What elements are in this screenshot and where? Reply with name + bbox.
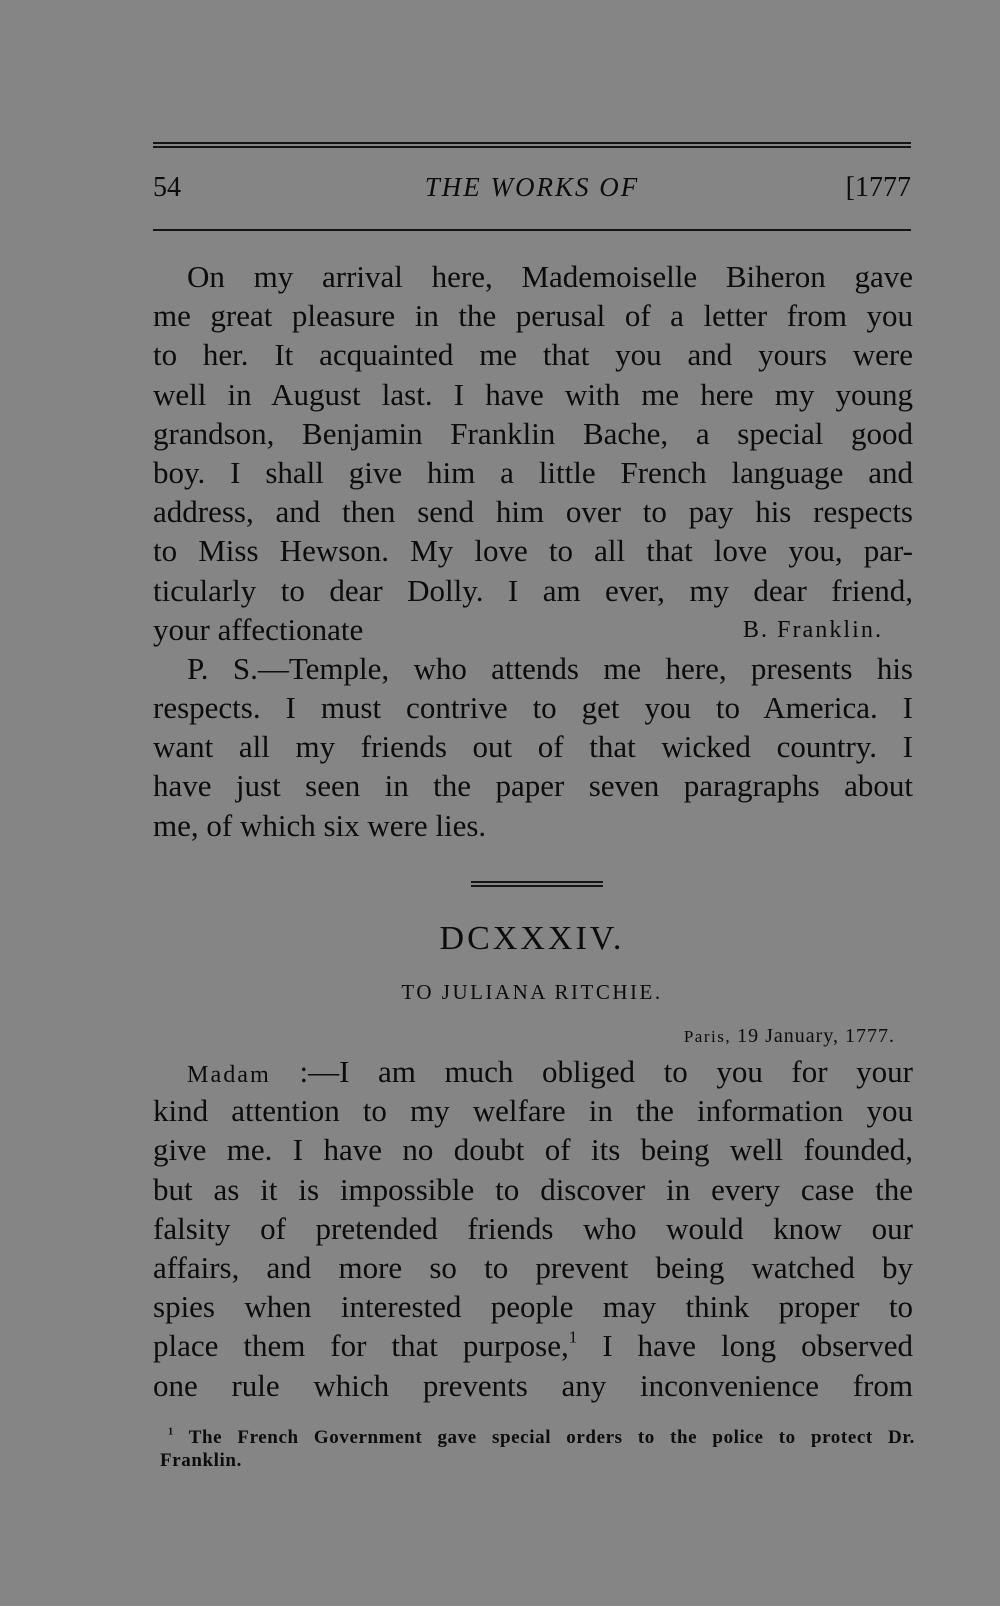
postscript-line: respects. I must contrive to get you to America. I	[153, 690, 913, 726]
postscript-line: P. S.—Temple, who attends me here, presents his	[187, 650, 913, 686]
text-line: to Miss Hewson. My love to all that love you, par-	[153, 533, 913, 569]
footnote-marker: 1	[568, 1327, 578, 1347]
header-year: [1777	[845, 172, 911, 203]
text-line: but as it is impossible to discover in every case the	[153, 1171, 913, 1207]
text-line: affairs, and more so to prevent being watched by	[153, 1249, 913, 1285]
footnote-line: Franklin.	[160, 1450, 242, 1471]
header-rule	[153, 229, 911, 231]
text-line: me great pleasure in the perusal of a letter from you	[153, 298, 913, 334]
letter-recipient: TO JULIANA RITCHIE.	[401, 980, 663, 1004]
text-line: falsity of pretended friends who would know our	[153, 1210, 913, 1246]
text-line	[153, 1052, 913, 1091]
top-double-rule	[153, 142, 911, 148]
closing-text: your affectionate	[153, 611, 364, 647]
text-line: On my arrival here, Mademoiselle Biheron gave	[187, 259, 913, 294]
letter-number: DCXXXIV.	[439, 920, 625, 957]
text-line: to her. It acquainted me that you and yours were	[153, 337, 913, 373]
salutation: Madam	[187, 1061, 271, 1088]
footnote-number: 1	[168, 1426, 174, 1438]
postscript-line: me, of which six were lies.	[153, 807, 487, 843]
footnote-text: The French Government gave special orders to the police to protect Dr.	[173, 1427, 915, 1448]
text-line: give me. I have no doubt of its being well founded,	[153, 1132, 913, 1168]
text-line: kind attention to my welfare in the information you	[153, 1093, 913, 1129]
text-segment: I have long observed	[577, 1328, 913, 1364]
page-header	[153, 172, 911, 212]
section-separator	[471, 881, 603, 887]
signature: B. Franklin.	[742, 615, 883, 643]
footnote	[160, 1426, 915, 1472]
text-line: grandson, Benjamin Franklin Bache, a special good	[153, 415, 913, 451]
letter-dateline	[684, 1025, 895, 1048]
running-title: THE WORKS OF	[424, 172, 640, 202]
postscript-line: have just seen in the paper seven paragraphs about	[153, 768, 913, 804]
text-line: well in August last. I have with me here my young	[153, 376, 913, 412]
first-line-rest: :—I am much obliged to you for your	[299, 1054, 914, 1089]
closing-line	[153, 610, 913, 649]
letter-body	[153, 1052, 913, 1405]
text-line	[153, 1326, 913, 1365]
text-line: ticularly to dear Dolly. I am ever, my dear friend,	[153, 572, 913, 608]
footnote-line	[160, 1426, 915, 1449]
text-line: one rule which prevents any inconvenience from	[153, 1367, 913, 1403]
text-line: boy. I shall give him a little French language and	[153, 454, 913, 490]
letter-continuation	[153, 257, 913, 845]
dateline-date: 19 January, 1777.	[737, 1025, 895, 1047]
postscript-line: want all my friends out of that wicked country. I	[153, 729, 913, 765]
dateline-place: Paris,	[683, 1027, 732, 1046]
page-number: 54	[153, 172, 181, 203]
text-line: spies when interested people may think proper to	[153, 1289, 913, 1325]
text-line: address, and then send him over to pay his respects	[153, 494, 913, 530]
text-segment: place them for that purpose,	[153, 1328, 569, 1364]
